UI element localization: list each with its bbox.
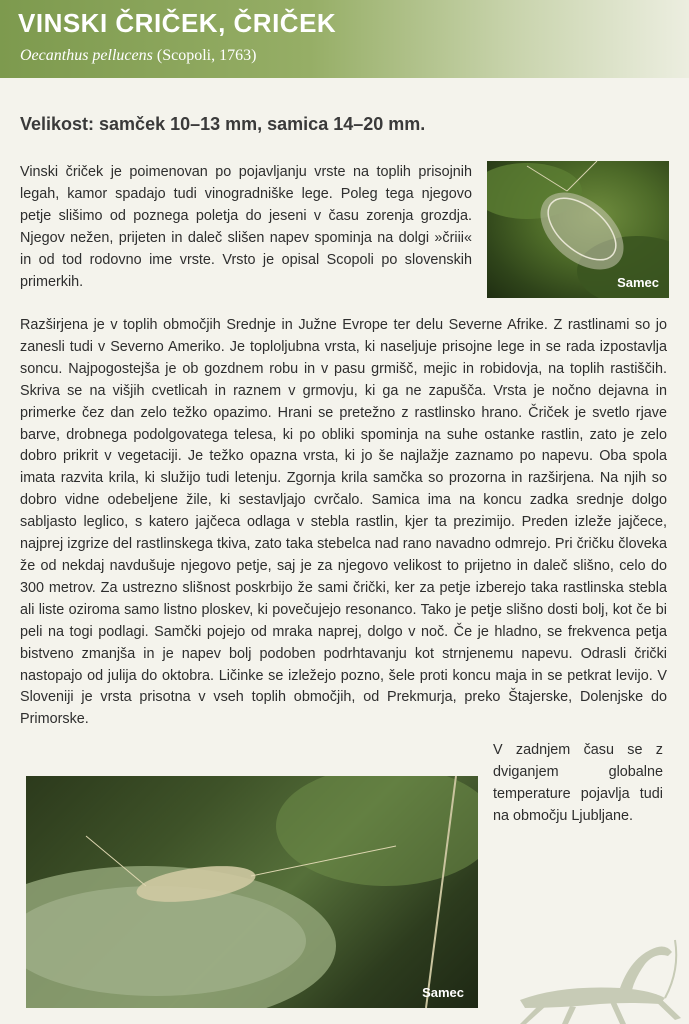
grasshopper-silhouette-icon <box>500 930 689 1024</box>
scientific-name <box>20 47 256 65</box>
photo-caption-bottom: Samec <box>422 985 464 1000</box>
photo-male-top <box>487 161 669 298</box>
size-info: Velikost: samček 10–13 mm, samica 14–20 mm. <box>20 114 426 134</box>
body-paragraph-main: Razširjena je v toplih območjih Srednje in Južne Evrope ter delu Severne Afrike. Z rastlinami so jo zanesli tudi v Severno Ameriko. Je toploljubna vrsta, ki naseljuje prisojne lege in se rada izpostavlja soncu. Najpogostejša je ob gozdnem robu in v pasu grmišč, mejic in robidovja, na toplih rastiščih. Skriva se na višjih cvetlicah in raznem v grmovju, ki ga ne zapušča. Vrsta je nočno dejavna in primerke čez dan zelo težko opazimo. Hrani se pretežno z rastlinsko hrano. Čriček je svetlo rjave barve, drobnega podolgovatega telesa, ki po obliki spominja na suhe ostanke rastlin, zato je zelo dobro prikrit v vegetaciji. Je težko opazna vrsta, ki jo še najlažje zaznamo po napevu. Oba spola imata razvita krila, ki služijo tudi letenju. Zgornja krila samčka so prozorna in razširjena. Na njih so dobro vidne odebeljene žile, ki sestavljajo cvrčalo. Samica ima na koncu zadka srednje dolgo sabljasto leglico, s katero jajčeca odlaga v stebla rastlin, kjer ta prezimijo. Preden izleže jajčece, najprej izgrize del rastlinskega tkiva, zato taka stebelca nad rano navadno odmrejo. Pri čričku človeka že od nekdaj navdušuje njegovo petje, saj je za njegovo velikost to prijetno in daleč slišno, celo do 300 metrov. Za ustrezno slišnost poskrbijo že sami črički, ker za petje izberejo taka rastlinska stebla ali liste oziroma samo listno ploskev, ki povečujejo resonanco. Tako je petje slišno dosti bolj, kot če bi peli na togi podlagi. Samčki pojejo od mraka naprej, dolgo v noč. Če je hladno, se frekvenca petja bistveno zmanjša in je napev bolj podoben podrhtavanju kot strnjenemu napevu. Odrasli črički nastopajo od julija do oktobra. Ličinke se izležejo pozno, šele proti koncu maja in se petkrat levijo. V Sloveniji je vrsta prisotna v vseh toplih območjih, od Prekmurja, preko Štajerske, Dolenjske do Primorske. <box>20 317 667 728</box>
species-name: Oecanthus pellucens <box>20 47 153 64</box>
page-title: VINSKI ČRIČEK, ČRIČEK <box>18 8 337 38</box>
cricket-photo-graphic <box>26 776 478 1008</box>
body-paragraph-intro: Vinski čriček je poimenovan po pojavljanju vrste na toplih prisojnih legah, kamor spadajo tudi vinogradniške lege. Poleg tega njegovo petje slišimo od poznega poletja do jeseni v času zorenja grozdja. Njegov nežen, prijeten in daleč slišen napev spominja na dolgi »čriii« in od tod rodovno ime vrste. Vrsto je opisal Scopoli po slovenskih primerkih. <box>20 164 472 290</box>
photo-caption-top: Samec <box>617 275 659 290</box>
photo-male-bottom <box>26 776 478 1008</box>
body-paragraph-end: V zadnjem času se z dviganjem globalne temperature pojavlja tudi na območju Ljubljane. <box>493 742 663 824</box>
species-author: (Scopoli, 1763) <box>152 47 257 64</box>
header-banner <box>0 0 689 78</box>
